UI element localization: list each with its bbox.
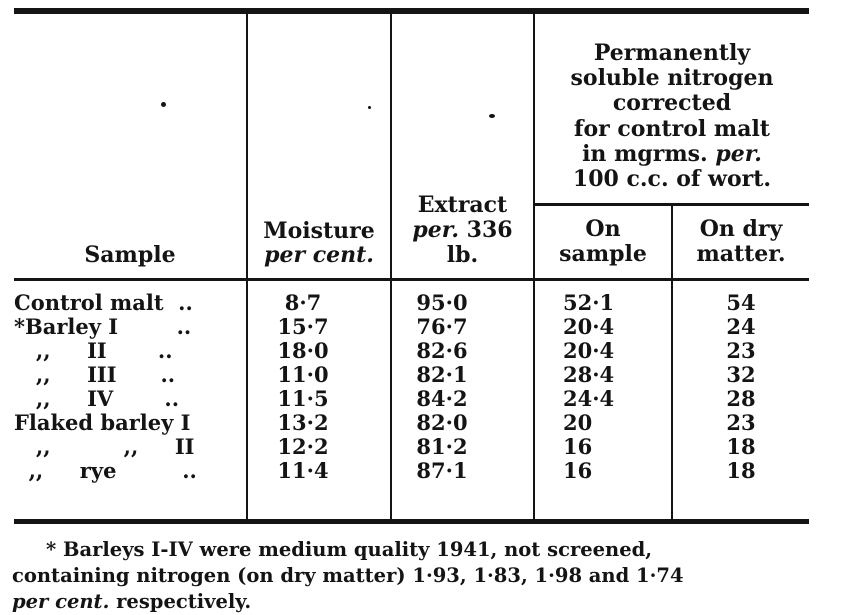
footnote-line1: * Barleys I-IV were medium quality 1941, not screened, — [46, 538, 653, 561]
header-nitrogen-line3: corrected — [612, 90, 732, 116]
header-sample: Sample — [84, 242, 176, 268]
cell-moisture: 18·0 — [277, 338, 329, 363]
header-on-dry-line1: On dry — [699, 216, 783, 242]
cell-extract: 87·1 — [416, 458, 468, 483]
cell-on-sample: 24·4 — [563, 386, 615, 411]
header-nitrogen-line6: 100 c.c. of wort. — [572, 166, 772, 192]
cell-on-sample: 20·4 — [563, 314, 615, 339]
header-moisture-line2: per cent. — [264, 242, 374, 268]
footnote-per-cent: per cent. — [12, 590, 110, 613]
header-nitrogen-line4: for control malt — [574, 116, 770, 142]
cell-moisture: 15·7 — [277, 314, 329, 339]
cell-sample: *Barley I .. — [14, 314, 192, 339]
header-on-dry-line2: matter. — [696, 241, 786, 267]
cell-on-sample: 20 — [563, 410, 593, 435]
header-extract-per: per. — [412, 217, 460, 243]
header-on-sample-line2: sample — [559, 241, 647, 267]
cell-sample: ,, III .. — [14, 362, 176, 387]
table-bottom-rule — [14, 519, 809, 524]
cell-on-dry: 32 — [726, 362, 756, 387]
cell-on-dry: 54 — [726, 290, 756, 315]
cell-moisture: 13·2 — [277, 410, 329, 435]
cell-on-dry: 28 — [726, 386, 756, 411]
cell-extract: 95·0 — [416, 290, 468, 315]
cell-sample: ,, II .. — [14, 338, 173, 363]
cell-sample: ,, IV .. — [14, 386, 180, 411]
header-bottom-rule — [14, 278, 809, 281]
footnote-line3 — [12, 592, 251, 612]
top-rule — [14, 8, 809, 14]
cell-extract: 81·2 — [416, 434, 468, 459]
cell-extract: 76·7 — [416, 314, 468, 339]
header-extract-336: 336 — [459, 217, 513, 243]
cell-moisture: 11·5 — [277, 386, 329, 411]
header-nitrogen-per: per. — [715, 141, 762, 167]
header-nitrogen-line2: soluble nitrogen — [570, 65, 774, 91]
footnote-line2: containing nitrogen (on dry matter) 1·93, 1·83, 1·98 and 1·74 — [12, 564, 684, 587]
cell-moisture: 11·4 — [277, 458, 329, 483]
cell-on-dry: 23 — [726, 338, 756, 363]
cell-moisture: 12·2 — [277, 434, 329, 459]
cell-on-dry: 18 — [726, 434, 756, 459]
header-nitrogen-mgrms: in mgrms. — [582, 141, 716, 167]
cell-sample: ,, ,, II — [14, 434, 195, 459]
cell-on-dry: 23 — [726, 410, 756, 435]
cell-extract: 82·0 — [416, 410, 468, 435]
cell-sample: ,, rye .. — [14, 458, 197, 483]
cell-sample: Control malt .. — [14, 290, 193, 315]
cell-moisture: 11·0 — [277, 362, 329, 387]
cell-extract: 84·2 — [416, 386, 468, 411]
cell-on-dry: 24 — [726, 314, 756, 339]
header-on-sample-line1: On — [585, 216, 621, 242]
cell-on-sample: 16 — [563, 434, 593, 459]
footnote-respectively: respectively. — [109, 590, 252, 613]
cell-extract: 82·1 — [416, 362, 468, 387]
cell-on-sample: 20·4 — [563, 338, 615, 363]
cell-on-dry: 18 — [726, 458, 756, 483]
header-nitrogen-line5 — [535, 143, 809, 165]
header-moisture-line1: Moisture — [263, 218, 375, 244]
cell-on-sample: 28·4 — [563, 362, 615, 387]
cell-on-sample: 16 — [563, 458, 593, 483]
print-speck — [161, 102, 166, 107]
header-extract-line2 — [392, 219, 533, 241]
cell-moisture: 8·7 — [284, 290, 322, 315]
header-extract-line1: Extract — [417, 192, 508, 218]
print-speck — [368, 106, 371, 109]
header-nitrogen-line1: Permanently — [593, 40, 751, 66]
print-speck — [489, 114, 495, 118]
cell-extract: 82·6 — [416, 338, 468, 363]
cell-sample: Flaked barley I — [14, 410, 191, 435]
col-divider-3 — [533, 14, 535, 522]
cell-on-sample: 52·1 — [563, 290, 615, 315]
header-extract-line3: lb. — [446, 242, 479, 268]
